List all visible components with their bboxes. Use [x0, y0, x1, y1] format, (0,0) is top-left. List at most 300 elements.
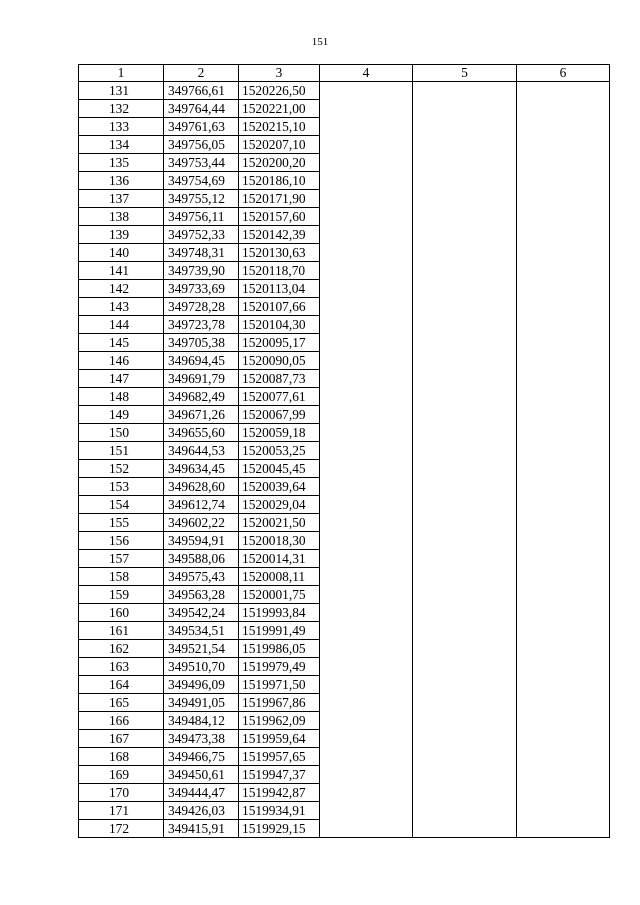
- empty-cell: [517, 694, 610, 712]
- point-number-cell: 131: [79, 82, 164, 100]
- empty-cell: [320, 136, 413, 154]
- table-row: [79, 604, 610, 622]
- point-number-cell: 159: [79, 586, 164, 604]
- table-row: [79, 82, 610, 100]
- x-coordinate-cell: 349473,38: [164, 730, 239, 748]
- empty-cell: [413, 262, 517, 280]
- empty-cell: [413, 280, 517, 298]
- point-number-cell: 135: [79, 154, 164, 172]
- empty-cell: [413, 460, 517, 478]
- empty-cell: [413, 208, 517, 226]
- empty-cell: [413, 694, 517, 712]
- empty-cell: [517, 478, 610, 496]
- x-coordinate-cell: 349628,60: [164, 478, 239, 496]
- empty-cell: [320, 316, 413, 334]
- empty-cell: [320, 478, 413, 496]
- y-coordinate-cell: 1519979,49: [239, 658, 320, 676]
- empty-cell: [517, 334, 610, 352]
- table-row: [79, 226, 610, 244]
- x-coordinate-cell: 349723,78: [164, 316, 239, 334]
- table-row: [79, 154, 610, 172]
- empty-cell: [517, 370, 610, 388]
- empty-cell: [320, 118, 413, 136]
- empty-cell: [320, 766, 413, 784]
- table-row: [79, 676, 610, 694]
- y-coordinate-cell: 1519971,50: [239, 676, 320, 694]
- x-coordinate-cell: 349496,09: [164, 676, 239, 694]
- empty-cell: [413, 784, 517, 802]
- y-coordinate-cell: 1520142,39: [239, 226, 320, 244]
- point-number-cell: 140: [79, 244, 164, 262]
- point-number-cell: 136: [79, 172, 164, 190]
- empty-cell: [413, 766, 517, 784]
- x-coordinate-cell: 349450,61: [164, 766, 239, 784]
- empty-cell: [517, 712, 610, 730]
- x-coordinate-cell: 349766,61: [164, 82, 239, 100]
- empty-cell: [517, 766, 610, 784]
- empty-cell: [320, 352, 413, 370]
- x-coordinate-cell: 349733,69: [164, 280, 239, 298]
- x-coordinate-cell: 349444,47: [164, 784, 239, 802]
- empty-cell: [517, 676, 610, 694]
- x-coordinate-cell: 349755,12: [164, 190, 239, 208]
- y-coordinate-cell: 1520001,75: [239, 586, 320, 604]
- empty-cell: [517, 658, 610, 676]
- empty-cell: [320, 154, 413, 172]
- point-number-cell: 146: [79, 352, 164, 370]
- x-coordinate-cell: 349563,28: [164, 586, 239, 604]
- point-number-cell: 172: [79, 820, 164, 838]
- empty-cell: [517, 352, 610, 370]
- point-number-cell: 168: [79, 748, 164, 766]
- empty-cell: [320, 604, 413, 622]
- empty-cell: [320, 442, 413, 460]
- coordinates-table: [78, 64, 610, 838]
- point-number-cell: 144: [79, 316, 164, 334]
- x-coordinate-cell: 349534,51: [164, 622, 239, 640]
- x-coordinate-cell: 349748,31: [164, 244, 239, 262]
- point-number-cell: 171: [79, 802, 164, 820]
- x-coordinate-cell: 349594,91: [164, 532, 239, 550]
- empty-cell: [413, 442, 517, 460]
- point-number-cell: 170: [79, 784, 164, 802]
- empty-cell: [517, 568, 610, 586]
- y-coordinate-cell: 1520087,73: [239, 370, 320, 388]
- empty-cell: [413, 226, 517, 244]
- empty-cell: [517, 586, 610, 604]
- x-coordinate-cell: 349588,06: [164, 550, 239, 568]
- table-row: [79, 424, 610, 442]
- empty-cell: [517, 532, 610, 550]
- table-row: [79, 622, 610, 640]
- empty-cell: [320, 712, 413, 730]
- point-number-cell: 161: [79, 622, 164, 640]
- x-coordinate-cell: 349753,44: [164, 154, 239, 172]
- empty-cell: [413, 676, 517, 694]
- empty-cell: [413, 298, 517, 316]
- empty-cell: [413, 82, 517, 100]
- point-number-cell: 160: [79, 604, 164, 622]
- empty-cell: [517, 226, 610, 244]
- point-number-cell: 148: [79, 388, 164, 406]
- empty-cell: [517, 118, 610, 136]
- empty-cell: [413, 514, 517, 532]
- point-number-cell: 145: [79, 334, 164, 352]
- table-row: [79, 478, 610, 496]
- empty-cell: [320, 820, 413, 838]
- x-coordinate-cell: 349754,69: [164, 172, 239, 190]
- empty-cell: [320, 568, 413, 586]
- empty-cell: [320, 172, 413, 190]
- y-coordinate-cell: 1520118,70: [239, 262, 320, 280]
- empty-cell: [517, 550, 610, 568]
- table-body: [79, 82, 610, 838]
- empty-cell: [413, 370, 517, 388]
- y-coordinate-cell: 1520104,30: [239, 316, 320, 334]
- empty-cell: [413, 154, 517, 172]
- y-coordinate-cell: 1519986,05: [239, 640, 320, 658]
- empty-cell: [413, 604, 517, 622]
- x-coordinate-cell: 349691,79: [164, 370, 239, 388]
- empty-cell: [320, 406, 413, 424]
- empty-cell: [413, 802, 517, 820]
- y-coordinate-cell: 1520207,10: [239, 136, 320, 154]
- point-number-cell: 137: [79, 190, 164, 208]
- empty-cell: [517, 640, 610, 658]
- point-number-cell: 147: [79, 370, 164, 388]
- x-coordinate-cell: 349634,45: [164, 460, 239, 478]
- point-number-cell: 132: [79, 100, 164, 118]
- table-row: [79, 568, 610, 586]
- empty-cell: [320, 694, 413, 712]
- empty-cell: [320, 640, 413, 658]
- table-row: [79, 766, 610, 784]
- x-coordinate-cell: 349752,33: [164, 226, 239, 244]
- y-coordinate-cell: 1520059,18: [239, 424, 320, 442]
- empty-cell: [320, 496, 413, 514]
- empty-cell: [517, 406, 610, 424]
- empty-cell: [517, 514, 610, 532]
- empty-cell: [413, 244, 517, 262]
- empty-cell: [320, 550, 413, 568]
- empty-cell: [517, 244, 610, 262]
- column-header: 4: [320, 65, 413, 82]
- table-row: [79, 172, 610, 190]
- table-row: [79, 550, 610, 568]
- y-coordinate-cell: 1520008,11: [239, 568, 320, 586]
- empty-cell: [413, 118, 517, 136]
- point-number-cell: 153: [79, 478, 164, 496]
- point-number-cell: 139: [79, 226, 164, 244]
- table-row: [79, 748, 610, 766]
- y-coordinate-cell: 1520053,25: [239, 442, 320, 460]
- x-coordinate-cell: 349575,43: [164, 568, 239, 586]
- empty-cell: [413, 730, 517, 748]
- empty-cell: [413, 550, 517, 568]
- point-number-cell: 134: [79, 136, 164, 154]
- empty-cell: [413, 352, 517, 370]
- x-coordinate-cell: 349415,91: [164, 820, 239, 838]
- empty-cell: [517, 208, 610, 226]
- empty-cell: [320, 100, 413, 118]
- y-coordinate-cell: 1520107,66: [239, 298, 320, 316]
- y-coordinate-cell: 1520029,04: [239, 496, 320, 514]
- table-row: [79, 694, 610, 712]
- empty-cell: [413, 316, 517, 334]
- column-header: 5: [413, 65, 517, 82]
- y-coordinate-cell: 1520039,64: [239, 478, 320, 496]
- empty-cell: [320, 424, 413, 442]
- x-coordinate-cell: 349542,24: [164, 604, 239, 622]
- point-number-cell: 158: [79, 568, 164, 586]
- empty-cell: [320, 622, 413, 640]
- empty-cell: [517, 442, 610, 460]
- x-coordinate-cell: 349705,38: [164, 334, 239, 352]
- empty-cell: [413, 172, 517, 190]
- y-coordinate-cell: 1520090,05: [239, 352, 320, 370]
- table-row: [79, 514, 610, 532]
- x-coordinate-cell: 349682,49: [164, 388, 239, 406]
- x-coordinate-cell: 349510,70: [164, 658, 239, 676]
- x-coordinate-cell: 349612,74: [164, 496, 239, 514]
- point-number-cell: 162: [79, 640, 164, 658]
- x-coordinate-cell: 349521,54: [164, 640, 239, 658]
- x-coordinate-cell: 349655,60: [164, 424, 239, 442]
- empty-cell: [413, 334, 517, 352]
- y-coordinate-cell: 1519967,86: [239, 694, 320, 712]
- empty-cell: [320, 586, 413, 604]
- table-row: [79, 316, 610, 334]
- table-row: [79, 820, 610, 838]
- table-row: [79, 280, 610, 298]
- y-coordinate-cell: 1520226,50: [239, 82, 320, 100]
- empty-cell: [517, 280, 610, 298]
- empty-cell: [413, 586, 517, 604]
- y-coordinate-cell: 1520021,50: [239, 514, 320, 532]
- empty-cell: [320, 280, 413, 298]
- y-coordinate-cell: 1519991,49: [239, 622, 320, 640]
- table-header-row: [79, 65, 610, 82]
- x-coordinate-cell: 349644,53: [164, 442, 239, 460]
- empty-cell: [320, 676, 413, 694]
- y-coordinate-cell: 1520077,61: [239, 388, 320, 406]
- empty-cell: [413, 388, 517, 406]
- point-number-cell: 143: [79, 298, 164, 316]
- empty-cell: [413, 568, 517, 586]
- empty-cell: [517, 730, 610, 748]
- empty-cell: [413, 748, 517, 766]
- y-coordinate-cell: 1520186,10: [239, 172, 320, 190]
- point-number-cell: 167: [79, 730, 164, 748]
- x-coordinate-cell: 349491,05: [164, 694, 239, 712]
- empty-cell: [320, 226, 413, 244]
- empty-cell: [413, 190, 517, 208]
- y-coordinate-cell: 1520130,63: [239, 244, 320, 262]
- column-header: 2: [164, 65, 239, 82]
- empty-cell: [413, 478, 517, 496]
- column-header: 3: [239, 65, 320, 82]
- point-number-cell: 141: [79, 262, 164, 280]
- x-coordinate-cell: 349694,45: [164, 352, 239, 370]
- point-number-cell: 157: [79, 550, 164, 568]
- empty-cell: [413, 496, 517, 514]
- empty-cell: [517, 388, 610, 406]
- table-row: [79, 784, 610, 802]
- point-number-cell: 156: [79, 532, 164, 550]
- empty-cell: [517, 784, 610, 802]
- y-coordinate-cell: 1520014,31: [239, 550, 320, 568]
- empty-cell: [413, 406, 517, 424]
- empty-cell: [320, 748, 413, 766]
- empty-cell: [413, 100, 517, 118]
- empty-cell: [517, 604, 610, 622]
- x-coordinate-cell: 349761,63: [164, 118, 239, 136]
- table-row: [79, 730, 610, 748]
- empty-cell: [517, 172, 610, 190]
- empty-cell: [517, 82, 610, 100]
- table-row: [79, 712, 610, 730]
- point-number-cell: 154: [79, 496, 164, 514]
- point-number-cell: 155: [79, 514, 164, 532]
- y-coordinate-cell: 1519957,65: [239, 748, 320, 766]
- empty-cell: [517, 100, 610, 118]
- empty-cell: [320, 334, 413, 352]
- table-row: [79, 406, 610, 424]
- empty-cell: [517, 460, 610, 478]
- table-row: [79, 208, 610, 226]
- empty-cell: [320, 208, 413, 226]
- table-row: [79, 658, 610, 676]
- point-number-cell: 164: [79, 676, 164, 694]
- table-row: [79, 190, 610, 208]
- y-coordinate-cell: 1519942,87: [239, 784, 320, 802]
- empty-cell: [320, 190, 413, 208]
- empty-cell: [320, 82, 413, 100]
- point-number-cell: 152: [79, 460, 164, 478]
- empty-cell: [413, 622, 517, 640]
- x-coordinate-cell: 349728,28: [164, 298, 239, 316]
- empty-cell: [413, 820, 517, 838]
- table-row: [79, 370, 610, 388]
- empty-cell: [517, 622, 610, 640]
- table-row: [79, 586, 610, 604]
- empty-cell: [517, 424, 610, 442]
- point-number-cell: 165: [79, 694, 164, 712]
- y-coordinate-cell: 1519993,84: [239, 604, 320, 622]
- empty-cell: [517, 820, 610, 838]
- y-coordinate-cell: 1520157,60: [239, 208, 320, 226]
- empty-cell: [320, 460, 413, 478]
- x-coordinate-cell: 349484,12: [164, 712, 239, 730]
- empty-cell: [320, 298, 413, 316]
- empty-cell: [413, 658, 517, 676]
- table-row: [79, 100, 610, 118]
- point-number-cell: 151: [79, 442, 164, 460]
- y-coordinate-cell: 1520215,10: [239, 118, 320, 136]
- x-coordinate-cell: 349756,05: [164, 136, 239, 154]
- empty-cell: [517, 190, 610, 208]
- empty-cell: [413, 136, 517, 154]
- point-number-cell: 138: [79, 208, 164, 226]
- x-coordinate-cell: 349671,26: [164, 406, 239, 424]
- empty-cell: [320, 802, 413, 820]
- y-coordinate-cell: 1520171,90: [239, 190, 320, 208]
- y-coordinate-cell: 1519934,91: [239, 802, 320, 820]
- empty-cell: [517, 748, 610, 766]
- point-number-cell: 169: [79, 766, 164, 784]
- table-row: [79, 442, 610, 460]
- x-coordinate-cell: 349764,44: [164, 100, 239, 118]
- point-number-cell: 142: [79, 280, 164, 298]
- empty-cell: [320, 244, 413, 262]
- point-number-cell: 163: [79, 658, 164, 676]
- empty-cell: [320, 730, 413, 748]
- table-row: [79, 802, 610, 820]
- empty-cell: [517, 262, 610, 280]
- page-number: 151: [311, 36, 329, 48]
- x-coordinate-cell: 349466,75: [164, 748, 239, 766]
- y-coordinate-cell: 1520095,17: [239, 334, 320, 352]
- empty-cell: [320, 388, 413, 406]
- y-coordinate-cell: 1519959,64: [239, 730, 320, 748]
- table-row: [79, 262, 610, 280]
- y-coordinate-cell: 1519947,37: [239, 766, 320, 784]
- empty-cell: [413, 532, 517, 550]
- point-number-cell: 133: [79, 118, 164, 136]
- y-coordinate-cell: 1520018,30: [239, 532, 320, 550]
- table-row: [79, 352, 610, 370]
- point-number-cell: 166: [79, 712, 164, 730]
- empty-cell: [413, 640, 517, 658]
- column-header: 1: [79, 65, 164, 82]
- y-coordinate-cell: 1519929,15: [239, 820, 320, 838]
- empty-cell: [320, 784, 413, 802]
- table-row: [79, 496, 610, 514]
- x-coordinate-cell: 349739,90: [164, 262, 239, 280]
- table-row: [79, 460, 610, 478]
- empty-cell: [517, 298, 610, 316]
- table-row: [79, 118, 610, 136]
- empty-cell: [320, 514, 413, 532]
- empty-cell: [413, 424, 517, 442]
- table-row: [79, 298, 610, 316]
- empty-cell: [320, 658, 413, 676]
- y-coordinate-cell: 1520113,04: [239, 280, 320, 298]
- x-coordinate-cell: 349756,11: [164, 208, 239, 226]
- table-row: [79, 532, 610, 550]
- empty-cell: [320, 370, 413, 388]
- table-row: [79, 640, 610, 658]
- empty-cell: [320, 262, 413, 280]
- empty-cell: [517, 316, 610, 334]
- column-header: 6: [517, 65, 610, 82]
- point-number-cell: 150: [79, 424, 164, 442]
- table-row: [79, 388, 610, 406]
- y-coordinate-cell: 1520067,99: [239, 406, 320, 424]
- empty-cell: [320, 532, 413, 550]
- empty-cell: [413, 712, 517, 730]
- y-coordinate-cell: 1520200,20: [239, 154, 320, 172]
- point-number-cell: 149: [79, 406, 164, 424]
- empty-cell: [517, 154, 610, 172]
- y-coordinate-cell: 1520045,45: [239, 460, 320, 478]
- x-coordinate-cell: 349602,22: [164, 514, 239, 532]
- empty-cell: [517, 496, 610, 514]
- x-coordinate-cell: 349426,03: [164, 802, 239, 820]
- y-coordinate-cell: 1519962,09: [239, 712, 320, 730]
- table-row: [79, 334, 610, 352]
- table-row: [79, 136, 610, 154]
